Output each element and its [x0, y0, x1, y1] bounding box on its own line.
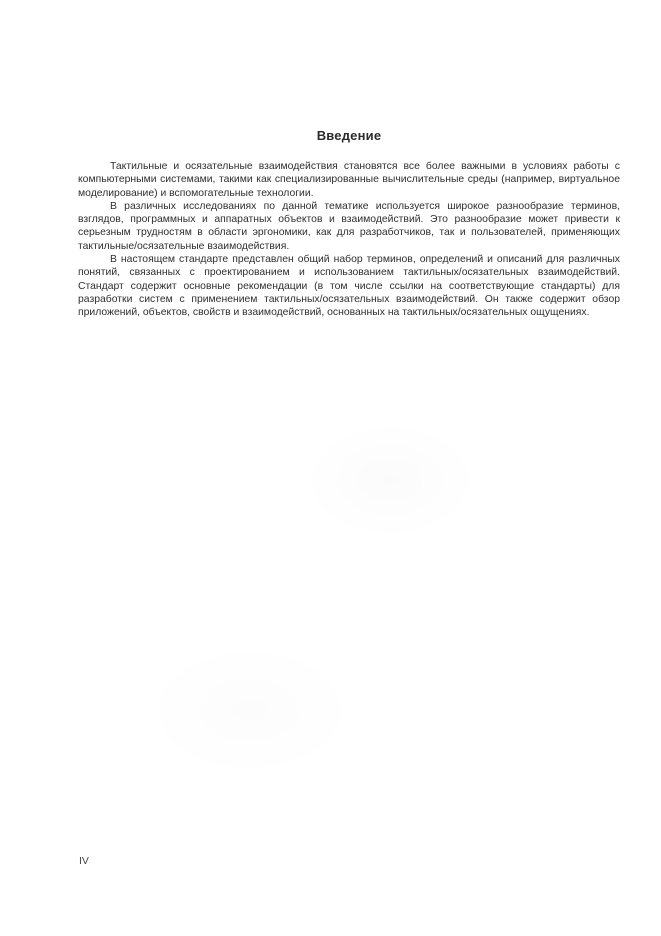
page-number: IV	[79, 855, 89, 867]
section-title: Введение	[316, 128, 382, 143]
scan-artifact	[300, 420, 480, 540]
scan-artifact	[140, 640, 360, 780]
paragraph: В различных исследованиях по данной тематике используется широкое разнообразие терминов, взглядов, программных и аппаратных объектов и взаимодействий. Это разнообразие может привести к серьезным трудностям в области эргономики, как для разработчиков, так и пользователей, применяющих тактильные/осязательные взаимодействия.	[78, 200, 620, 252]
paragraph: В настоящем стандарте представлен общий набор терминов, определений и описаний для различных понятий, связанных с проектированием и использованием тактильных/осязательных взаимодействий. Стандарт содержит основные рекомендации (в том числе ссылки на соответствующие стандарты) для разработки систем с применением тактильных/осязательных взаимодействий. Он также содержит обзор приложений, объектов, свойств и взаимодействий, основанных на тактильных/осязательных ощущениях.	[78, 254, 620, 319]
paragraph: Тактильные и осязательные взаимодействия становятся все более важными в условиях работы с компьютерными системами, такими как специализированные вычислительные среды (например, виртуальное моделирование) и вспомогательные технологии.	[78, 161, 620, 199]
body-text	[78, 160, 620, 320]
